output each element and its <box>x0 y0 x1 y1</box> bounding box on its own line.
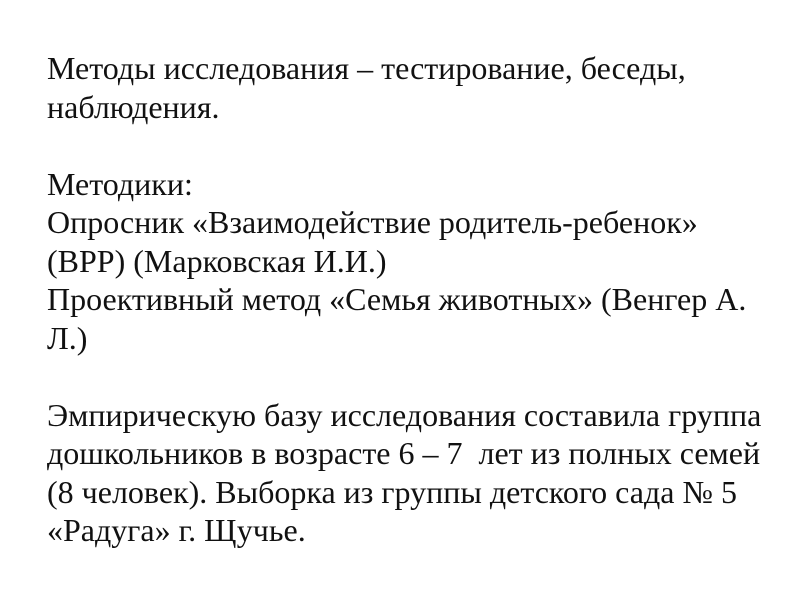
text-line: (8 человек). Выборка из группы детского сада № 5 <box>47 473 737 510</box>
text-line: дошкольников в возрасте 6 – 7 лет из полных семей <box>47 435 761 471</box>
text-line: Методы исследования – тестирование, беседы, <box>47 50 686 86</box>
paragraph-research-methods <box>47 49 780 126</box>
text-line: Опросник «Взаимодействие родитель-ребенок» <box>47 204 698 240</box>
text-line: Проективный метод «Семья животных» (Венгер А. <box>47 281 747 317</box>
text-line: Эмпирическую базу исследования составила группа <box>47 396 762 433</box>
text-line: «Радуга» г. Щучье. <box>47 512 306 548</box>
paragraph-methodologies <box>47 165 780 358</box>
text-line: Л.) <box>47 319 88 356</box>
paragraph-empirical-base <box>47 396 780 550</box>
text-line: (ВРР) (Марковская И.И.) <box>47 242 387 279</box>
text-line: Методики: <box>47 165 193 202</box>
text-line: наблюдения. <box>47 88 220 125</box>
